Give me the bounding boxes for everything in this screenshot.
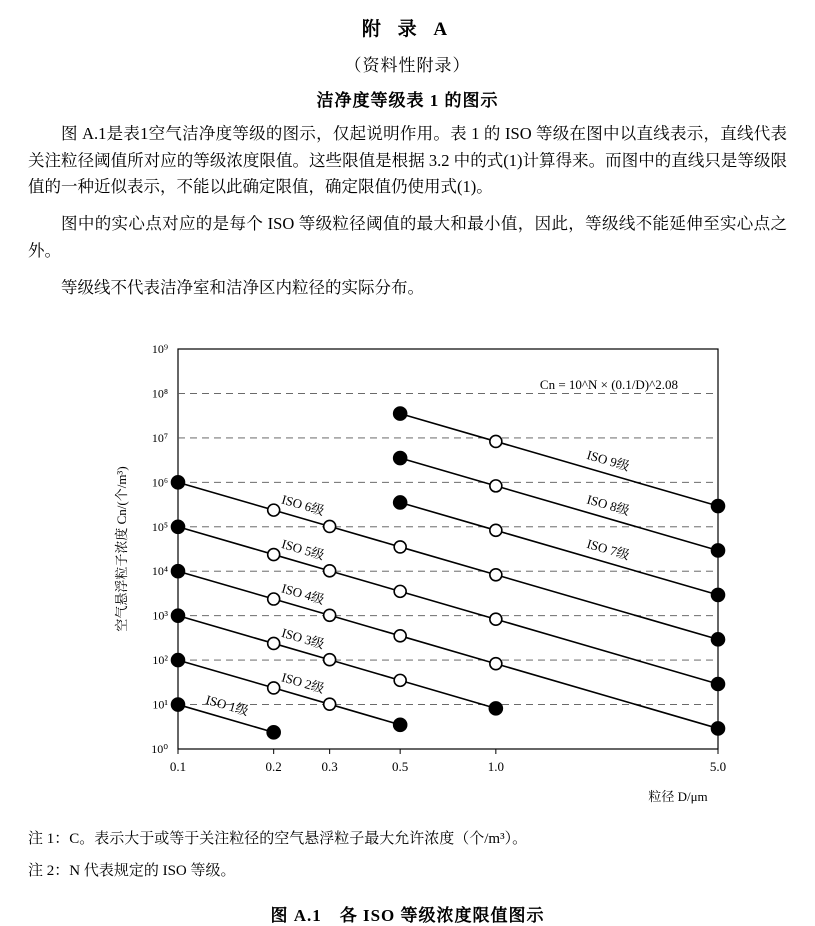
- data-point-endpoint: [171, 565, 184, 578]
- data-point-endpoint: [171, 476, 184, 489]
- series-8: [393, 452, 724, 557]
- y-axis-tick-label: 10⁵: [151, 520, 168, 535]
- series-line: [178, 616, 496, 709]
- x-axis-tick-label: 5.0: [709, 759, 726, 775]
- y-axis-tick-label: 10⁹: [151, 342, 168, 357]
- series-label: ISO 2级: [279, 669, 326, 697]
- data-point: [323, 698, 335, 710]
- series-2: [171, 654, 406, 732]
- y-axis-tick-label: 10¹: [151, 697, 168, 712]
- data-point: [267, 682, 279, 694]
- series-line: [400, 503, 718, 595]
- note-1: 注 1：C。表示大于或等于关注粒径的空气悬浮粒子最大允许浓度（个/m³）。: [28, 831, 528, 848]
- plot-frame: [178, 349, 718, 749]
- series-7: [393, 496, 724, 601]
- data-point-endpoint: [171, 521, 184, 534]
- series-label: ISO 9级: [584, 447, 631, 475]
- series-9: [393, 407, 724, 512]
- x-axis-label: 粒径 D/μm: [647, 789, 708, 805]
- data-point-endpoint: [489, 702, 502, 715]
- data-point-endpoint: [171, 698, 184, 711]
- data-point: [489, 525, 501, 537]
- series-6: [171, 476, 724, 646]
- data-point-endpoint: [171, 609, 184, 622]
- chart-svg: [58, 319, 758, 819]
- series-label: ISO 8级: [584, 491, 631, 519]
- data-point: [489, 480, 501, 492]
- data-point-endpoint: [393, 407, 406, 420]
- data-point-endpoint: [393, 496, 406, 509]
- iso-class-chart: [58, 319, 758, 819]
- data-point-endpoint: [393, 452, 406, 465]
- data-point: [394, 675, 406, 687]
- data-point: [267, 593, 279, 605]
- figure-caption: 图 A.1 各 ISO 等级浓度限值图示: [270, 906, 545, 926]
- appendix-kind: （资料性附录）: [344, 56, 471, 75]
- y-axis-tick-label: 10⁸: [151, 386, 168, 401]
- data-point-endpoint: [711, 544, 724, 557]
- data-point: [489, 569, 501, 581]
- data-point: [394, 541, 406, 553]
- data-point-endpoint: [711, 722, 724, 735]
- y-axis-tick-label: 10⁷: [151, 431, 168, 446]
- appendix-page: [0, 14, 815, 926]
- data-point-endpoint: [171, 654, 184, 667]
- data-point: [489, 436, 501, 448]
- data-point-endpoint: [711, 678, 724, 691]
- data-point: [394, 630, 406, 642]
- appendix-subtitle: 洁净度等级表 1 的图示: [316, 91, 499, 110]
- note-2: 注 2：N 代表规定的 ISO 等级。: [28, 863, 236, 880]
- paragraph-3: 等级线不代表洁净室和洁净区内粒径的实际分布。: [61, 277, 424, 297]
- series-line: [400, 458, 718, 550]
- y-axis-tick-label: 10⁶: [151, 475, 168, 490]
- series-label: ISO 5级: [279, 536, 326, 563]
- y-axis-tick-label: 10²: [151, 653, 168, 668]
- y-axis-label-group: [114, 467, 129, 632]
- page-title: 附 录 A: [361, 19, 454, 40]
- data-point-endpoint: [711, 589, 724, 602]
- paragraph-1: 图 A.1是表1空气洁净度等级的图示，仅起说明作用。表 1 的 ISO 等级在图中以直线表示，直线代表关注粒径阈值所对应的等级浓度限值。这些限值是根据 3.2 中的式(1)计算得来。而图中的直线只是等级限值的一种近似表示，不能以此确定限值，确定限值仍使用式(1)。: [28, 124, 787, 197]
- series-label: ISO 6级: [279, 491, 326, 519]
- data-point: [267, 504, 279, 516]
- x-axis-tick-label: 0.2: [265, 759, 282, 775]
- series-1: [171, 692, 280, 739]
- y-axis-tick-label: 10³: [151, 608, 168, 623]
- series-label: ISO 3级: [279, 625, 326, 652]
- data-point: [323, 654, 335, 666]
- series-4: [171, 565, 724, 735]
- data-point: [323, 610, 335, 622]
- series-line: [400, 414, 718, 506]
- x-axis-tick-label: 0.3: [321, 759, 338, 775]
- data-point-endpoint: [711, 500, 724, 513]
- data-point: [489, 658, 501, 670]
- x-axis-tick-label: 0.1: [169, 759, 186, 775]
- data-point-endpoint: [393, 719, 406, 732]
- y-axis-tick-label: 10⁴: [151, 564, 168, 579]
- data-point: [323, 565, 335, 577]
- data-point: [394, 586, 406, 598]
- x-axis-tick-label: 1.0: [487, 759, 504, 775]
- data-point: [267, 638, 279, 650]
- data-point: [489, 614, 501, 626]
- formula-annotation: Cn = 10^N × (0.1/D)^2.08: [539, 377, 678, 393]
- data-point-endpoint: [267, 726, 280, 739]
- series-5: [171, 521, 724, 691]
- data-point: [267, 549, 279, 561]
- series-label: ISO 7级: [584, 536, 631, 563]
- y-axis-tick-label: 10⁰: [150, 742, 168, 757]
- x-axis-tick-label: 0.5: [391, 759, 408, 775]
- series-label: ISO 1级: [203, 692, 250, 719]
- y-axis-label: 空气悬浮粒子浓度 Cn/(个/m³): [113, 466, 129, 632]
- data-point: [323, 521, 335, 533]
- data-point-endpoint: [711, 633, 724, 646]
- paragraph-2: 图中的实心点对应的是每个 ISO 等级粒径阈值的最大和最小值，因此，等级线不能延伸至实心点之外。: [28, 214, 787, 260]
- series-label: ISO 4级: [279, 580, 326, 608]
